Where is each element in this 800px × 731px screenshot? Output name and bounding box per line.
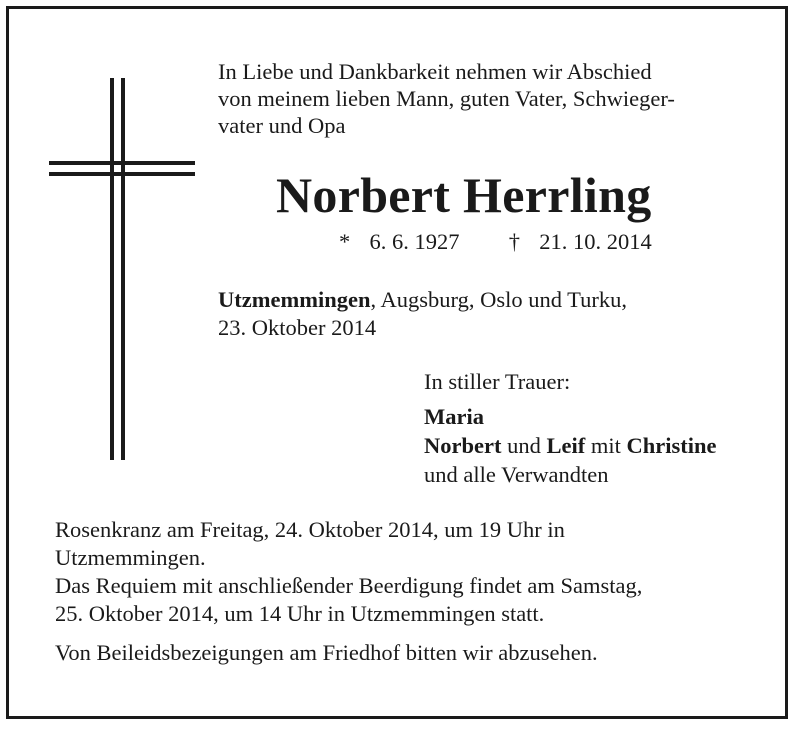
mourner-name: Leif [546, 433, 586, 458]
birth-symbol: * [339, 229, 351, 254]
places-line [218, 286, 627, 314]
deceased-name: Norbert Herrling [276, 167, 652, 223]
mourner-line [424, 431, 716, 460]
funeral-line: Das Requiem mit anschließender Beerdigung findet am Samstag, [55, 573, 643, 598]
death-date: 21. 10. 2014 [539, 229, 652, 254]
mourner-line [424, 402, 716, 431]
intro-line: vater und Opa [218, 113, 346, 138]
mourner-connector: mit [585, 433, 627, 458]
funeral-info [55, 516, 642, 628]
intro-line: von meinem lieben Mann, guten Vater, Schwieger- [218, 86, 675, 111]
place-and-date [218, 286, 627, 342]
funeral-line: Utzmemmingen. [55, 545, 206, 570]
mourner-name: Maria [424, 404, 484, 429]
life-dates [339, 229, 652, 255]
mourner-line: und alle Verwandten [424, 462, 609, 487]
mourner-name: Norbert [424, 433, 502, 458]
place-bold: Utzmemmingen [218, 287, 371, 312]
mourners-heading: In stiller Trauer: [424, 369, 571, 394]
death-symbol: † [508, 229, 520, 254]
intro-line: In Liebe und Dankbarkeit nehmen wir Abschied [218, 59, 652, 84]
birth-date: 6. 6. 1927 [369, 229, 460, 254]
places-rest: , Augsburg, Oslo und Turku, [370, 287, 627, 312]
closing-note: Von Beileidsbezeigungen am Friedhof bitten wir abzusehen. [55, 640, 598, 665]
intro-text [218, 58, 763, 139]
notice-date: 23. Oktober 2014 [218, 315, 377, 340]
funeral-line: Rosenkranz am Freitag, 24. Oktober 2014, um 19 Uhr in [55, 517, 565, 542]
mourners-block [424, 367, 716, 489]
mourner-connector: und [501, 433, 547, 458]
funeral-line: 25. Oktober 2014, um 14 Uhr in Utzmemmingen statt. [55, 601, 545, 626]
mourner-name: Christine [626, 433, 717, 458]
